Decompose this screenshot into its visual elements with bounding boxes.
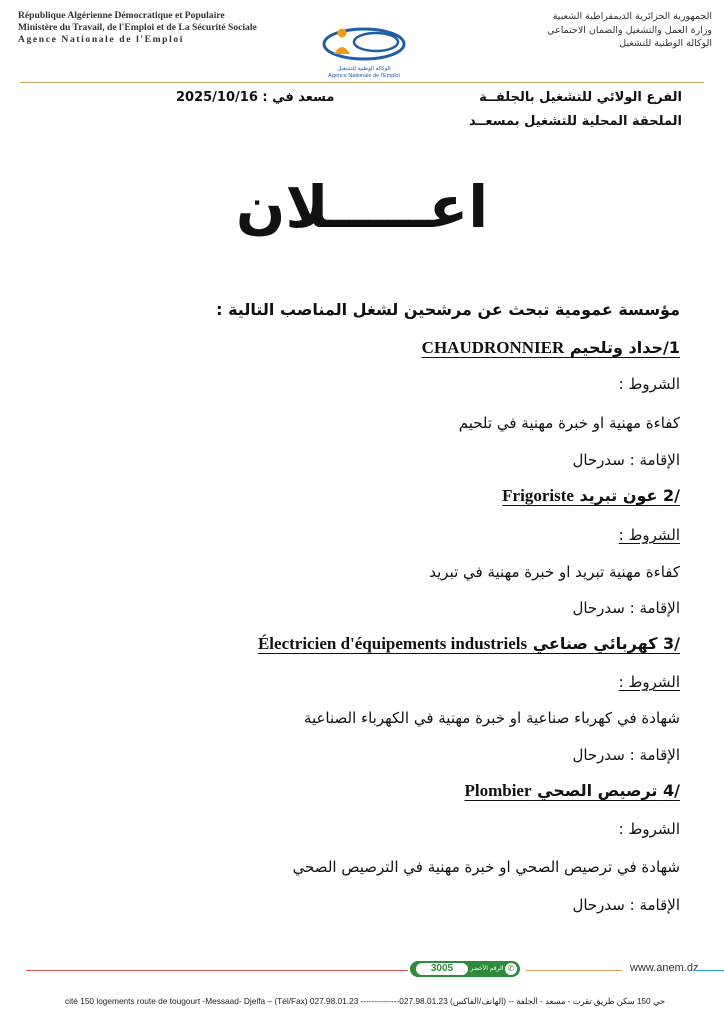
job-4-conditions-label: الشروط : bbox=[618, 820, 680, 838]
local-agency-name: الملحقة المحلية للتشغيل بمسعــد bbox=[469, 114, 682, 129]
job-2-conditions-label: الشروط : bbox=[618, 526, 680, 544]
job-4-conditions: شهادة في ترصيص الصحي او خبرة مهنية في الترصيص الصحي bbox=[292, 858, 680, 876]
job-3-residence: الإقامة : سدرحال bbox=[572, 746, 680, 764]
website-link[interactable]: www.anem.dz bbox=[630, 962, 699, 974]
header-divider bbox=[20, 82, 704, 83]
job-4-number: /4 bbox=[663, 781, 680, 800]
footer-orange-line bbox=[526, 970, 622, 971]
phone-icon: ✆ bbox=[505, 963, 517, 975]
job-1-conditions-label: الشروط : bbox=[618, 375, 680, 393]
job-4-title bbox=[464, 781, 680, 801]
issue-date: مسعد في : 2025/10/16 bbox=[176, 90, 335, 105]
header-ar-ministry: وزارة العمل والتشغيل والضمان الاجتماعي bbox=[547, 24, 712, 36]
footer-blue-line bbox=[694, 970, 724, 971]
job-2-number: /2 bbox=[663, 486, 680, 505]
logo-caption bbox=[314, 66, 414, 80]
job-3-title bbox=[258, 634, 680, 654]
job-1-conditions: كفاءة مهنية او خبرة مهنية في تلحيم bbox=[458, 414, 680, 432]
announcement-intro: مؤسسة عمومية تبحث عن مرشحين لشغل المناصب التالية : bbox=[216, 300, 680, 319]
job-1-title bbox=[422, 338, 680, 358]
header-ar-republic: الجمهورية الجزائرية الديمقراطية الشعبية bbox=[552, 11, 712, 22]
job-3-title-ar: كهربائي صناعي bbox=[532, 634, 658, 653]
job-3-number: /3 bbox=[663, 634, 680, 653]
footer-address: cité 150 logements route de tougourt -Messaad- Djelfa – (Tél/Fax) 027.98.01.23 --------------027.98.01.23 (الهاتف/الفاكس) -- حي 150 سكن طريق تقرت - مسعد - الجلفة bbox=[64, 996, 666, 1006]
job-3-conditions: شهادة في كهرباء صناعية او خبرة مهنية في الكهرباء الصناعية bbox=[303, 709, 680, 727]
header-arabic-block bbox=[412, 10, 712, 51]
job-2-conditions: كفاءة مهنية تبريد او خبرة مهنية في تبريد bbox=[429, 563, 680, 581]
page-title: اعـــــلان bbox=[235, 173, 489, 241]
job-2-title bbox=[502, 486, 680, 506]
job-4-residence: الإقامة : سدرحال bbox=[572, 896, 680, 914]
green-number-badge bbox=[410, 961, 520, 977]
header-fr-ministry: Ministère du Travail, de l'Emploi et de La Sécurité Sociale bbox=[18, 22, 257, 33]
branch-name: الفرع الولائي للتشغيل بالجلفــة bbox=[479, 90, 682, 105]
job-2-title-fr: Frigoriste bbox=[502, 486, 574, 505]
job-4-title-fr: Plombier bbox=[464, 781, 532, 800]
job-1-title-ar: حداد وتلحيم bbox=[569, 338, 664, 357]
job-2-title-ar: عون تبريد bbox=[579, 486, 658, 505]
header-fr-agency: Agence Nationale de l'Emploi bbox=[18, 34, 185, 45]
job-3-title-fr: Électricien d'équipements industriels bbox=[257, 634, 528, 653]
green-number: 3005 bbox=[416, 963, 468, 975]
job-1-title-fr: CHAUDRONNIER bbox=[421, 338, 565, 357]
job-1-number: 1/ bbox=[663, 338, 680, 357]
green-number-label: الرقم الأخضر bbox=[470, 965, 504, 972]
job-1-residence: الإقامة : سدرحال bbox=[572, 451, 680, 469]
job-4-title-ar: ترصيص الصحي bbox=[537, 781, 658, 800]
logo-caption-ar: الوكالة الوطنية للتشغيل bbox=[337, 66, 391, 72]
job-3-conditions-label: الشروط : bbox=[618, 673, 680, 691]
logo-caption-fr: Agence Nationale de l'Emploi bbox=[328, 73, 400, 79]
header-ar-agency: الوكالة الوطنية للتشغيل bbox=[619, 38, 712, 49]
footer-red-line bbox=[26, 970, 408, 971]
header-french-block bbox=[18, 10, 298, 46]
job-2-residence: الإقامة : سدرحال bbox=[572, 599, 680, 617]
header-fr-republic: République Algérienne Démocratique et Populaire bbox=[18, 10, 225, 21]
